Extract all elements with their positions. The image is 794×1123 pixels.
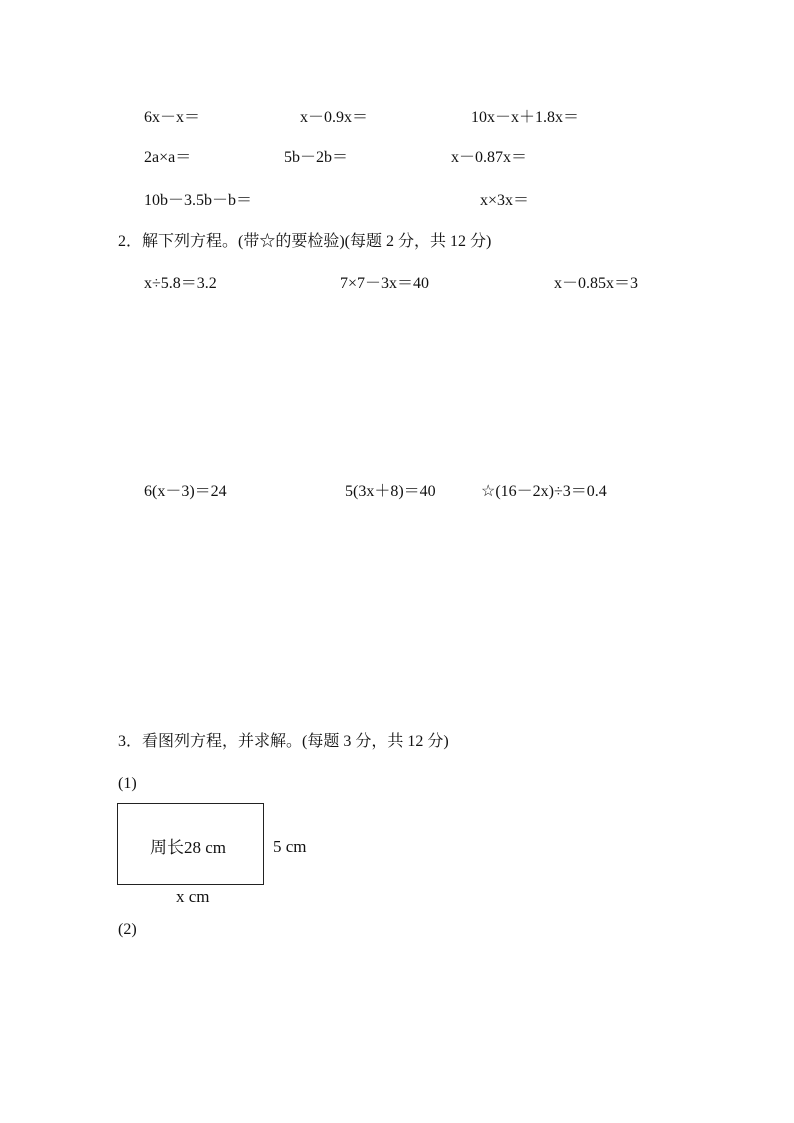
equation-1: x÷5.8＝3.2 xyxy=(144,275,217,292)
rectangle-length-label: x cm xyxy=(176,887,210,906)
expression-10b-minus-3.5b-minus-b: 10b－3.5b－b＝ xyxy=(144,192,253,209)
expression-x-minus-0.87x: x－0.87x＝ xyxy=(451,149,528,166)
expression-2a-times-a: 2a×a＝ xyxy=(144,149,192,166)
expression-x-minus-0.9x: x－0.9x＝ xyxy=(300,109,369,126)
equation-4: 6(x－3)＝24 xyxy=(144,483,227,500)
equation-5: 5(3x＋8)＝40 xyxy=(345,483,436,500)
rectangle-perimeter-label: 周长28 cm xyxy=(150,838,227,857)
expression-6x-minus-x: 6x－x＝ xyxy=(144,109,201,126)
section-3-heading: 3．看图列方程，并求解。(每题 3 分，共 12 分) xyxy=(118,733,449,750)
expression-x-times-3x: x×3x＝ xyxy=(480,192,530,209)
equation-6-star: ☆(16－2x)÷3＝0.4 xyxy=(481,483,607,500)
expression-5b-minus-2b: 5b－2b＝ xyxy=(284,149,349,166)
rectangle-width-label: 5 cm xyxy=(273,837,307,856)
problem-1-number: (1) xyxy=(118,775,137,792)
problem-2-number: (2) xyxy=(118,921,137,938)
equation-3: x－0.85x＝3 xyxy=(554,275,639,292)
equation-2: 7×7－3x＝40 xyxy=(340,275,430,292)
section-2-heading: 2．解下列方程。(带☆的要检验)(每题 2 分，共 12 分) xyxy=(118,233,492,250)
expression-10x-minus-x-plus-1.8x: 10x－x＋1.8x＝ xyxy=(471,109,580,126)
